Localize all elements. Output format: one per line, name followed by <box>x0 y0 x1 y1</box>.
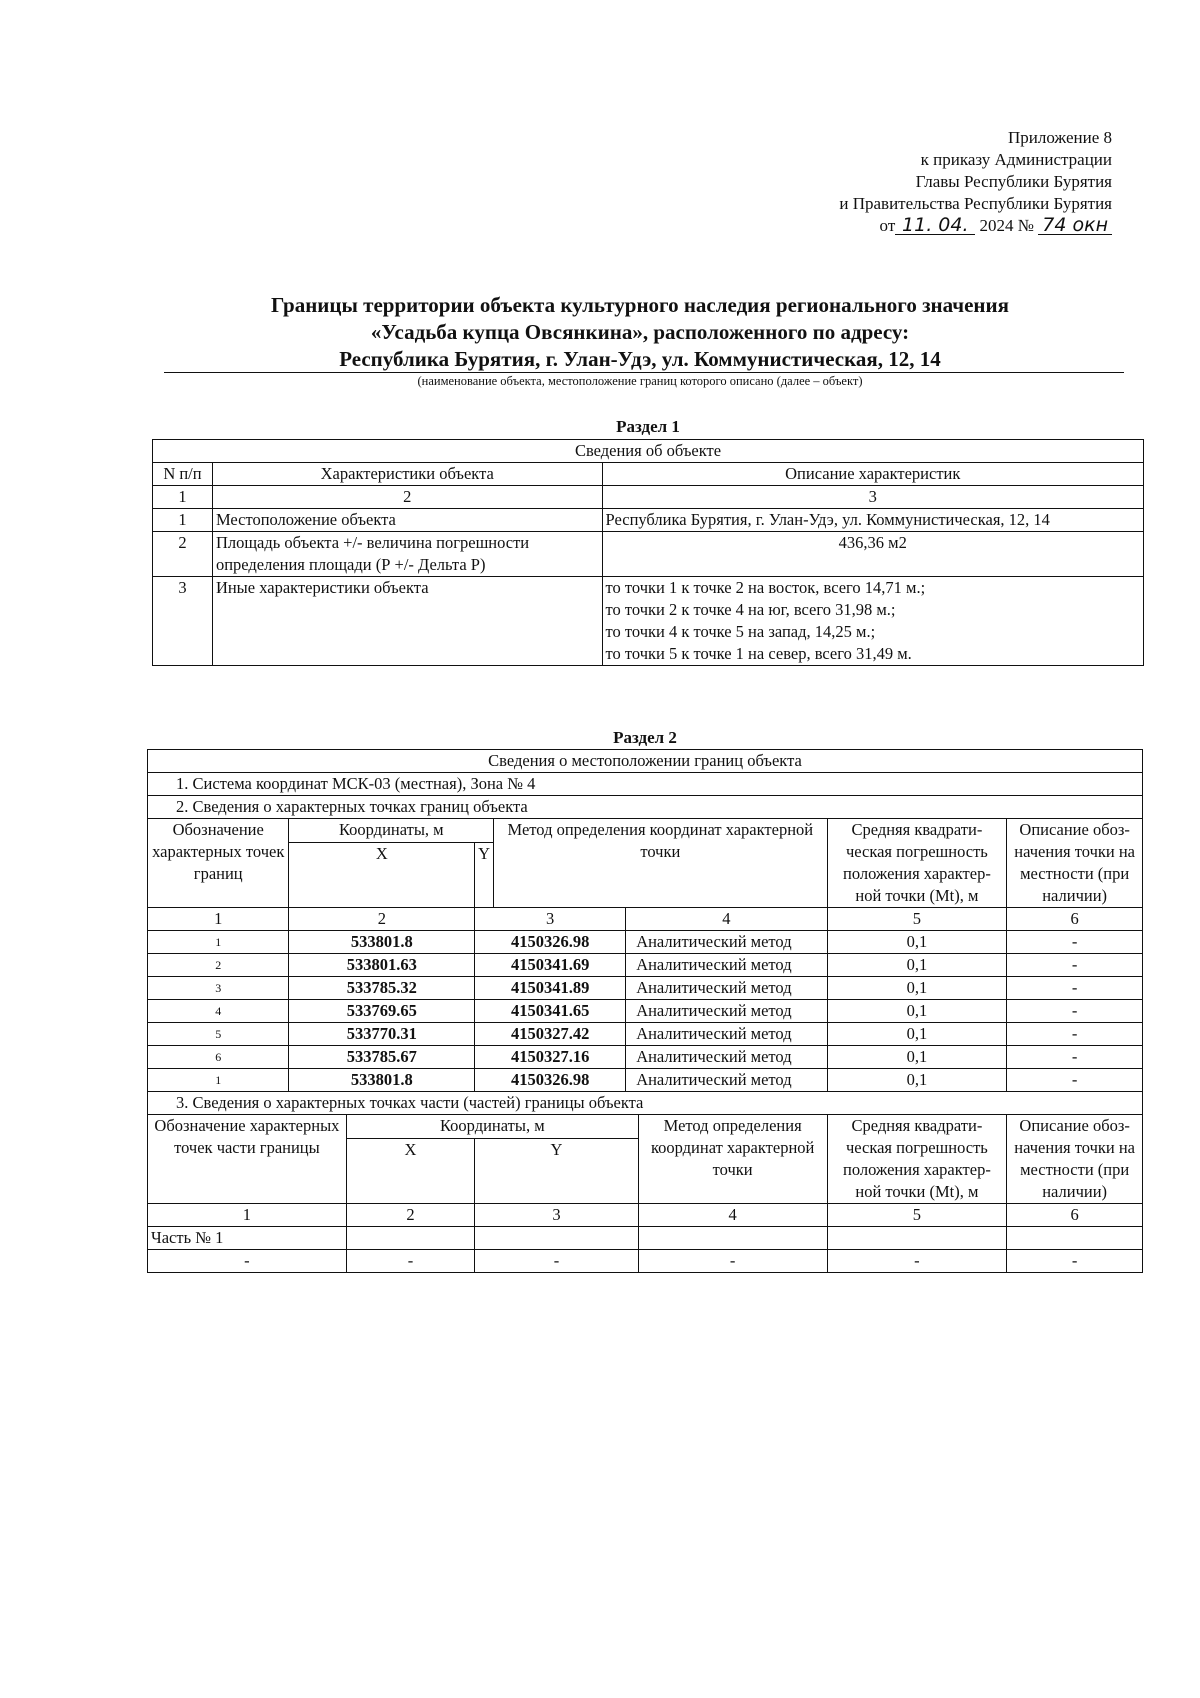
table-row <box>148 931 1143 954</box>
appendix-line: Приложение 8 <box>1008 128 1112 147</box>
empty-cell <box>346 1227 474 1250</box>
point-method: Аналитический метод <box>626 1046 827 1069</box>
column-header: Метод определения координат характерной точки <box>494 819 827 908</box>
column-header: Описание обоз-начения точки на местности (при наличии) <box>1007 819 1143 908</box>
row-number: 1 <box>153 509 213 532</box>
part-cell: - <box>475 1250 639 1273</box>
row-number: 3 <box>153 577 213 666</box>
point-mt: 0,1 <box>827 1000 1007 1023</box>
column-number: 2 <box>346 1204 474 1227</box>
date-prefix: от <box>879 216 896 235</box>
title-line: Границы территории объекта культурного наследия регионального значения <box>270 293 1009 317</box>
column-header: Средняя квадрати-ческая погрешность положения характер-ной точки (Mt), м <box>827 819 1007 908</box>
empty-cell <box>475 1227 639 1250</box>
appendix-line: к приказу Администрации <box>920 150 1112 169</box>
point-desc: - <box>1007 977 1143 1000</box>
part-label: Часть № 1 <box>148 1227 347 1250</box>
title-line: «Усадьба купца Овсянкина», расположенного по адресу: <box>370 320 910 344</box>
point-mt: 0,1 <box>827 954 1007 977</box>
point-id: 6 <box>148 1046 289 1069</box>
point-id: 3 <box>148 977 289 1000</box>
empty-cell <box>827 1227 1007 1250</box>
point-method: Аналитический метод <box>626 1069 827 1092</box>
table-row <box>153 577 1144 666</box>
appendix-date-line <box>839 215 1112 237</box>
column-header: Описание обоз-начения точки на местности (при наличии) <box>1007 1115 1143 1204</box>
points-header: 2. Сведения о характерных точках границ объекта <box>148 796 1143 819</box>
column-header: Обозначение характерных точек границ <box>148 819 289 908</box>
point-x: 533770.31 <box>289 1023 475 1046</box>
column-number: 1 <box>153 486 213 509</box>
table-row <box>153 463 1144 486</box>
characteristic-value <box>602 577 1143 666</box>
empty-cell <box>638 1227 827 1250</box>
table-row <box>148 954 1143 977</box>
point-x: 533801.8 <box>289 1069 475 1092</box>
point-x: 533801.63 <box>289 954 475 977</box>
title-caption: (наименование объекта, местоположение границ которого описано (далее – объект) <box>417 374 863 388</box>
part-cell: - <box>638 1250 827 1273</box>
column-number: 4 <box>638 1204 827 1227</box>
table-row <box>148 1023 1143 1046</box>
column-number: 1 <box>148 908 289 931</box>
table-row <box>148 1115 1143 1139</box>
point-id: 5 <box>148 1023 289 1046</box>
column-number: 3 <box>602 486 1143 509</box>
appendix-block <box>839 127 1112 237</box>
point-desc: - <box>1007 1023 1143 1046</box>
part-cell: - <box>346 1250 474 1273</box>
table-row <box>148 819 1143 843</box>
point-mt: 0,1 <box>827 977 1007 1000</box>
column-number: 5 <box>827 1204 1007 1227</box>
point-mt: 0,1 <box>827 1069 1007 1092</box>
point-y: 4150341.69 <box>475 954 626 977</box>
table-row <box>148 750 1143 773</box>
point-method: Аналитический метод <box>626 1000 827 1023</box>
point-desc: - <box>1007 1046 1143 1069</box>
point-x: 533785.67 <box>289 1046 475 1069</box>
section1-header: Сведения об объекте <box>153 440 1144 463</box>
point-x: 533769.65 <box>289 1000 475 1023</box>
table-row <box>153 440 1144 463</box>
column-number: 2 <box>289 908 475 931</box>
handwritten-date: 11. 04. <box>895 216 975 235</box>
boundary-description-line: то точки 4 к точке 5 на запад, 14,25 м.; <box>605 622 876 641</box>
point-mt: 0,1 <box>827 1023 1007 1046</box>
characteristic-value: Республика Бурятия, г. Улан-Удэ, ул. Коммунистическая, 12, 14 <box>602 509 1143 532</box>
table-row <box>148 1046 1143 1069</box>
point-desc: - <box>1007 931 1143 954</box>
point-x: 533801.8 <box>289 931 475 954</box>
column-header-x: X <box>289 843 475 908</box>
characteristic-name: Местоположение объекта <box>212 509 602 532</box>
characteristic-name: Площадь объекта +/- величина погрешности определения площади (Р +/- Дельта Р) <box>212 532 602 577</box>
column-header: N п/п <box>153 463 213 486</box>
characteristic-value: 436,36 м2 <box>602 532 1143 577</box>
appendix-line: и Правительства Республики Бурятия <box>839 194 1112 213</box>
point-id: 2 <box>148 954 289 977</box>
point-method: Аналитический метод <box>626 977 827 1000</box>
column-header: Координаты, м <box>289 819 494 843</box>
point-method: Аналитический метод <box>626 931 827 954</box>
table-row <box>148 977 1143 1000</box>
column-header-y: Y <box>475 843 494 908</box>
handwritten-order-number: 74 окн <box>1038 216 1112 235</box>
boundary-description-line: то точки 1 к точке 2 на восток, всего 14,71 м.; <box>605 578 926 597</box>
title-underline <box>164 372 1124 373</box>
column-number: 2 <box>212 486 602 509</box>
section1-title: Раздел 1 <box>616 417 680 436</box>
points-body <box>148 931 1143 1092</box>
point-id: 1 <box>148 931 289 954</box>
row-number: 2 <box>153 532 213 577</box>
column-header-x: X <box>346 1139 474 1204</box>
table-row <box>148 773 1143 796</box>
column-number: 3 <box>475 1204 639 1227</box>
point-desc: - <box>1007 1069 1143 1092</box>
point-y: 4150326.98 <box>475 1069 626 1092</box>
point-desc: - <box>1007 1000 1143 1023</box>
boundary-description-line: то точки 5 к точке 1 на север, всего 31,49 м. <box>605 644 912 663</box>
column-header: Описание характеристик <box>602 463 1143 486</box>
appendix-line: Главы Республики Бурятия <box>915 172 1112 191</box>
table-row <box>153 486 1144 509</box>
table-row <box>153 509 1144 532</box>
boundary-description-line: то точки 2 к точке 4 на юг, всего 31,98 м.; <box>605 600 896 619</box>
point-mt: 0,1 <box>827 931 1007 954</box>
point-y: 4150327.16 <box>475 1046 626 1069</box>
title-line: Республика Бурятия, г. Улан-Удэ, ул. Коммунистическая, 12, 14 <box>339 347 941 371</box>
section2-table <box>147 749 1143 1273</box>
part-cell: - <box>148 1250 347 1273</box>
empty-cell <box>1007 1227 1143 1250</box>
point-mt: 0,1 <box>827 1046 1007 1069</box>
section2-header: Сведения о местоположении границ объекта <box>148 750 1143 773</box>
section2-title: Раздел 2 <box>613 728 677 747</box>
point-x: 533785.32 <box>289 977 475 1000</box>
table-row <box>153 532 1144 577</box>
table-row <box>148 908 1143 931</box>
column-header: Метод определения координат характерной точки <box>638 1115 827 1204</box>
order-year: 2024 № <box>979 216 1034 235</box>
point-desc: - <box>1007 954 1143 977</box>
point-id: 1 <box>148 1069 289 1092</box>
parts-header: 3. Сведения о характерных точках части (частей) границы объекта <box>148 1092 1143 1115</box>
column-number: 1 <box>148 1204 347 1227</box>
column-number: 3 <box>475 908 626 931</box>
table-row <box>148 1227 1143 1250</box>
column-header: Характеристики объекта <box>212 463 602 486</box>
column-number: 4 <box>626 908 827 931</box>
section1-table <box>152 439 1144 666</box>
column-header: Средняя квадрати-ческая погрешность положения характер-ной точки (Mt), м <box>827 1115 1007 1204</box>
table-row <box>148 1250 1143 1273</box>
column-header-y: Y <box>475 1139 639 1204</box>
table-row <box>148 1092 1143 1115</box>
table-row <box>148 1204 1143 1227</box>
part-cell: - <box>827 1250 1007 1273</box>
column-number: 6 <box>1007 1204 1143 1227</box>
point-method: Аналитический метод <box>626 1023 827 1046</box>
column-header: Координаты, м <box>346 1115 638 1139</box>
table-row <box>148 1069 1143 1092</box>
part-cell: - <box>1007 1250 1143 1273</box>
coord-system: 1. Система координат МСК-03 (местная), Зона № 4 <box>148 773 1143 796</box>
point-y: 4150341.65 <box>475 1000 626 1023</box>
point-id: 4 <box>148 1000 289 1023</box>
point-y: 4150326.98 <box>475 931 626 954</box>
column-header: Обозначение характерных точек части границы <box>148 1115 347 1204</box>
point-method: Аналитический метод <box>626 954 827 977</box>
table-row <box>148 1000 1143 1023</box>
point-y: 4150327.42 <box>475 1023 626 1046</box>
point-y: 4150341.89 <box>475 977 626 1000</box>
column-number: 6 <box>1007 908 1143 931</box>
column-number: 5 <box>827 908 1007 931</box>
document-title <box>160 292 1120 373</box>
table-row <box>148 796 1143 819</box>
characteristic-name: Иные характеристики объекта <box>212 577 602 666</box>
